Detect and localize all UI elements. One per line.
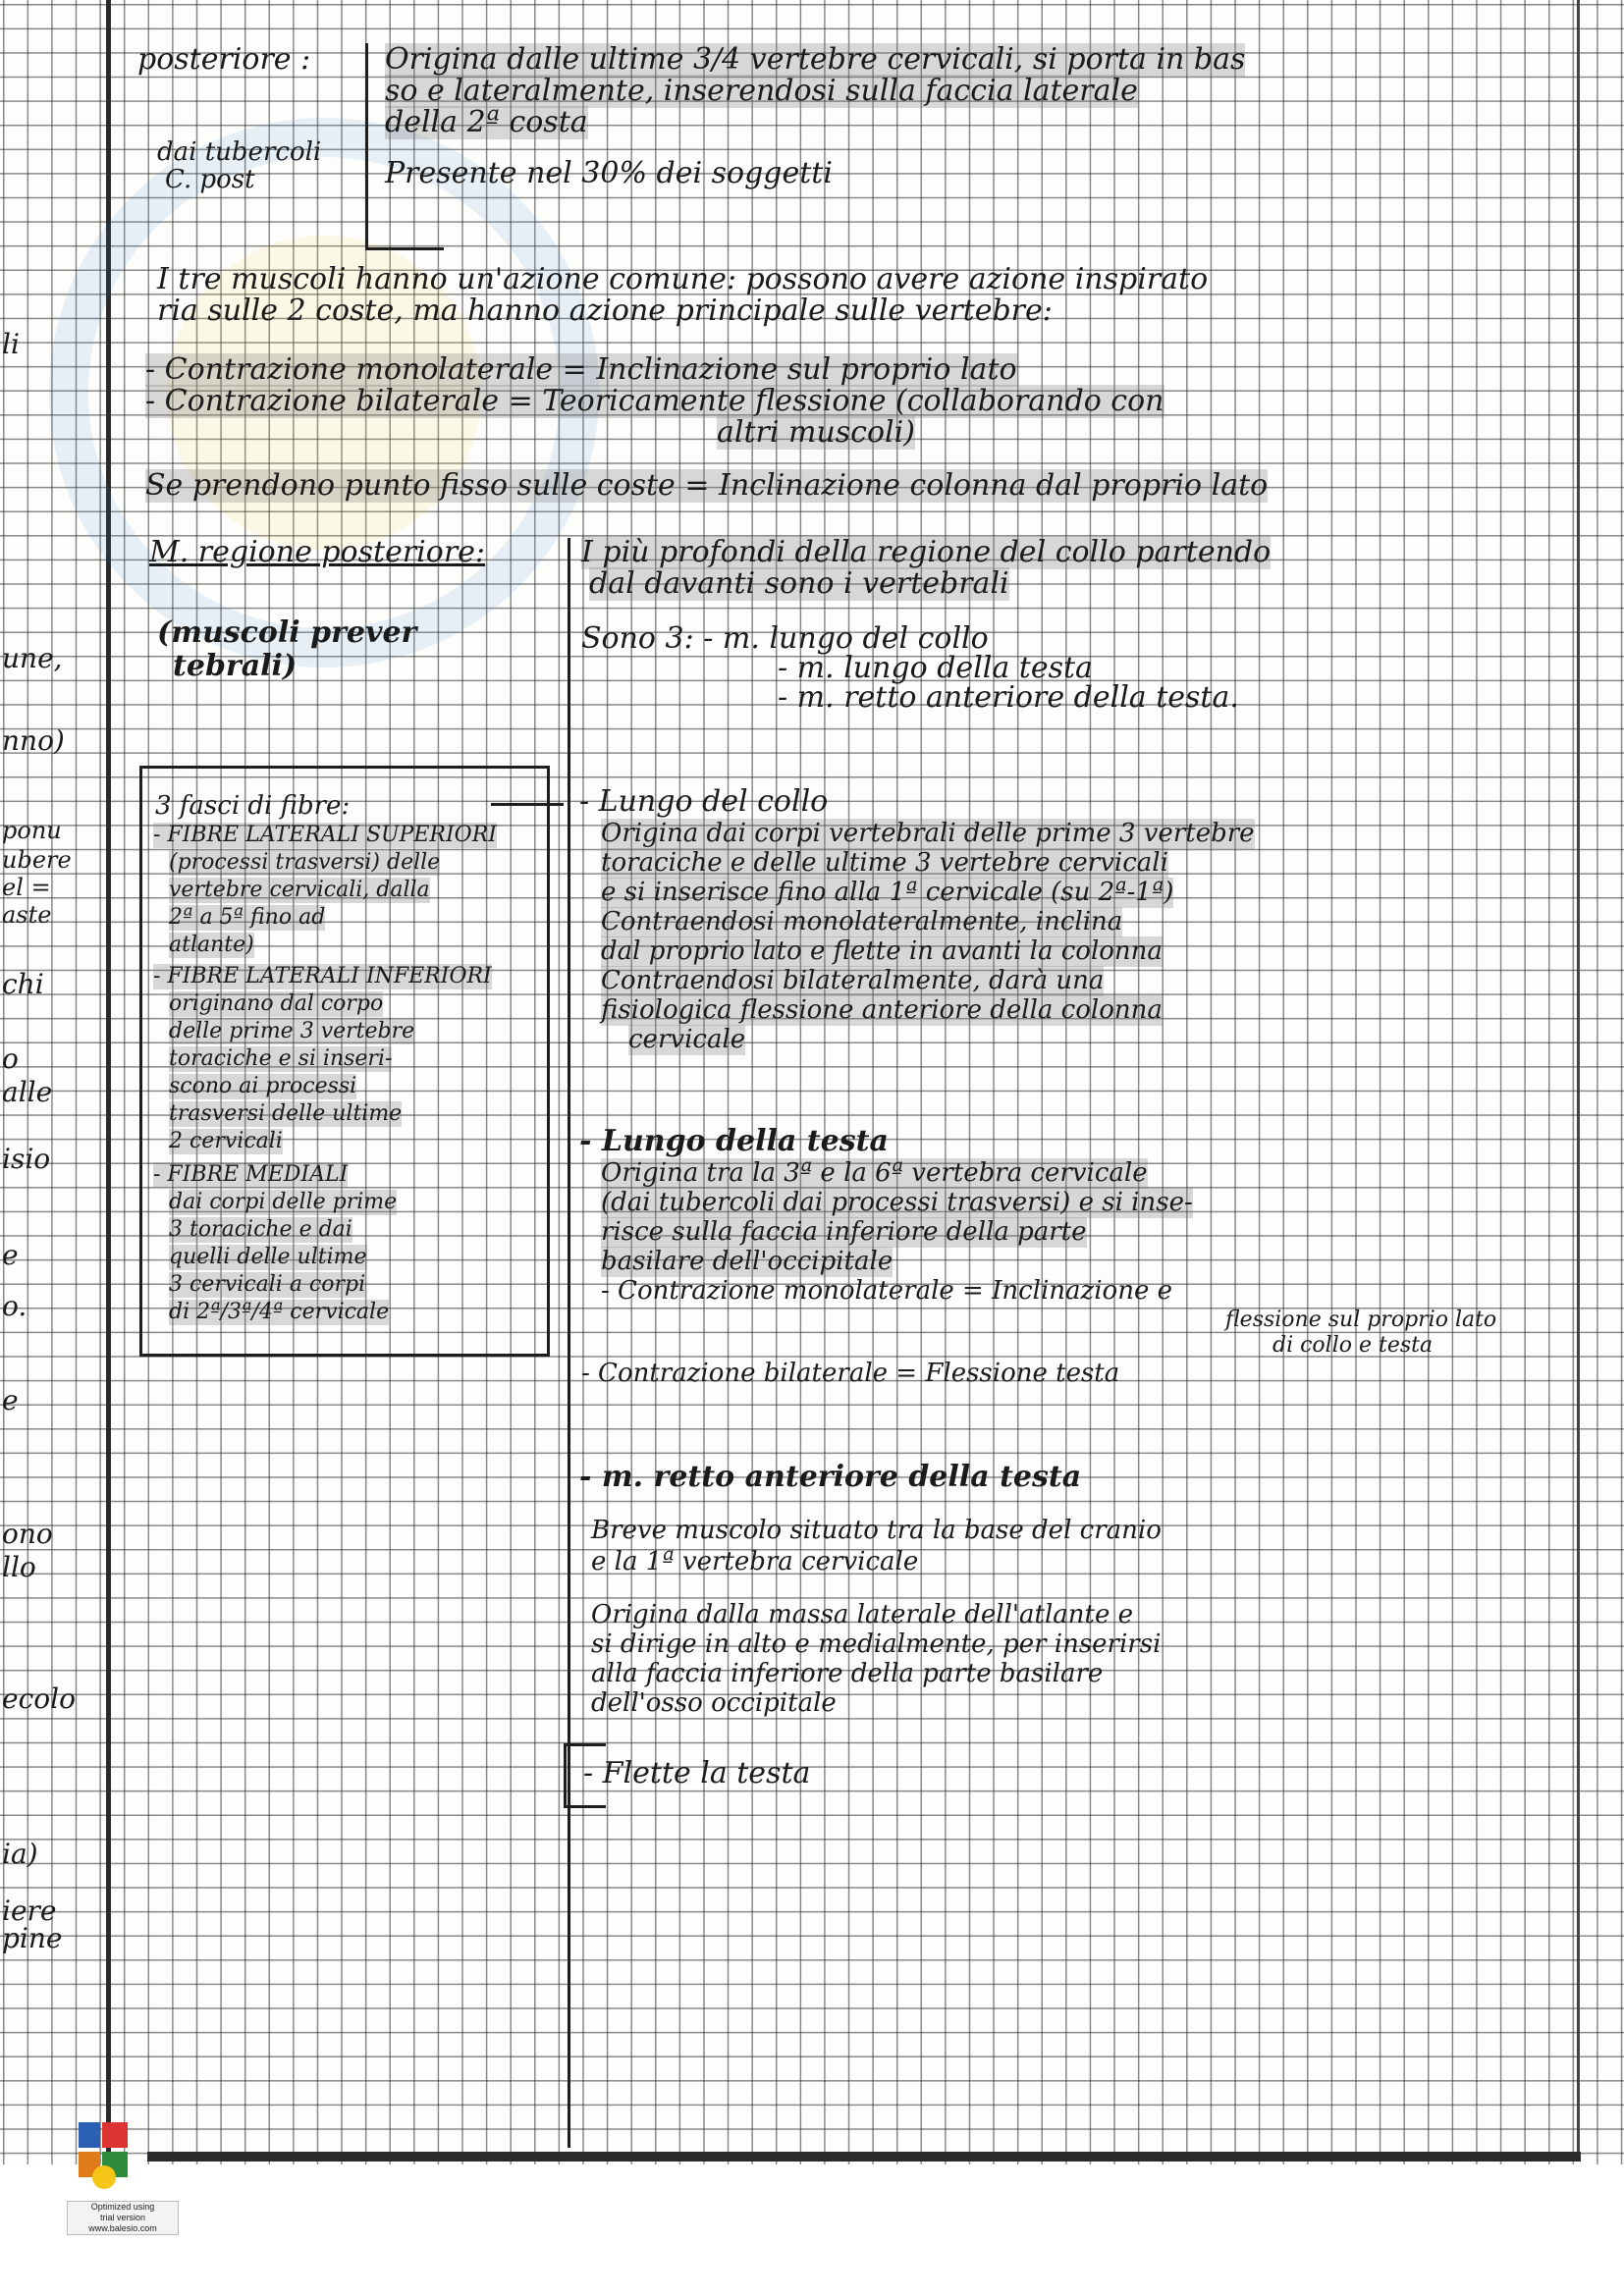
- fibers-l8: delle prime 3 vertebre: [169, 1019, 415, 1043]
- fibers-l11: trasversi delle ultime: [169, 1101, 403, 1126]
- common-bi-cont: altri muscoli): [717, 415, 915, 450]
- margin-frag: iere: [2, 1895, 57, 1927]
- rectus-capitis-t4: si dirige in alto e medialmente, per inserirsi: [591, 1629, 1162, 1659]
- rectus-capitis-t5: alla faccia inferiore della parte basilare: [591, 1659, 1104, 1688]
- page-bottom-edge: [147, 2152, 1581, 2162]
- longus-capitis-t6: flessione sul proprio lato: [1225, 1308, 1497, 1332]
- longus-colli-t3: e si inserisce fino alla 1ª cervicale (su 2ª-1ª): [601, 878, 1174, 907]
- margin-frag: pine: [2, 1922, 63, 1954]
- posterior-desc2: dal davanti sono i vertebrali: [589, 566, 1009, 601]
- margin-frag: e: [2, 1384, 19, 1416]
- longus-capitis-t7: di collo e testa: [1272, 1333, 1434, 1358]
- fibers-l12: 2 cervicali: [169, 1129, 283, 1153]
- fibers-l6: - FIBRE LATERALI INFERIORI: [153, 964, 492, 988]
- longus-colli-t7: fisiologica flessione anteriore della colonna: [601, 995, 1163, 1025]
- fibers-l4: 2ª a 5ª fino ad: [169, 905, 326, 930]
- margin-frag: ubere: [2, 846, 72, 874]
- fibers-l14: dai corpi delle prime: [169, 1190, 398, 1214]
- fibers-l13: - FIBRE MEDIALI: [153, 1162, 349, 1187]
- rectus-capitis-t1: Breve muscolo situato tra la base del cranio: [591, 1516, 1162, 1545]
- optimizer-badge: [65, 2118, 179, 2256]
- posterior-desc1: I più profondi della regione del collo partendo: [581, 535, 1272, 569]
- fibers-l15: 3 toraciche e dai: [169, 1217, 352, 1242]
- margin-frag: ono: [2, 1518, 53, 1550]
- rectus-capitis-t6: dell'osso occipitale: [591, 1688, 837, 1718]
- longus-capitis-t2: (dai tubercoli dai processi trasversi) e si inse-: [601, 1188, 1193, 1217]
- margin-frag: une,: [2, 642, 63, 674]
- posterior-region-label: M. regione posteriore:: [149, 535, 486, 569]
- fibers-l10: scono ai processi: [169, 1074, 357, 1098]
- common-fixed: Se prendono punto fisso sulle coste = Inclinazione colonna dal proprio lato: [145, 468, 1269, 503]
- longus-colli-heading: - Lungo del collo: [579, 784, 829, 819]
- longus-capitis-t4: basilare dell'occipitale: [601, 1247, 893, 1276]
- rectus-capitis-t3: Origina dalla massa laterale dell'atlante e: [591, 1600, 1134, 1629]
- main-divider: [568, 538, 570, 2148]
- badge-text: [67, 2201, 179, 2235]
- margin-frag: o.: [2, 1290, 27, 1322]
- longus-colli-t5: dal proprio lato e flette in avanti la colonna: [601, 936, 1163, 966]
- longus-colli-t4: Contraendosi monolateralmente, inclina: [601, 907, 1123, 936]
- fibers-l18: di 2ª/3ª/4ª cervicale: [169, 1300, 390, 1324]
- prevertebral-label2: tebrali): [173, 649, 298, 683]
- margin-frag: ia): [2, 1838, 38, 1870]
- margin-frag: e: [2, 1239, 19, 1271]
- margin-frag: aste: [2, 901, 52, 929]
- longus-capitis-t3: risce sulla faccia inferiore della parte: [601, 1217, 1087, 1247]
- fibers-l3: vertebre cervicali, dalla: [169, 878, 430, 902]
- margin-frag: nno): [2, 724, 65, 757]
- common-mono: - Contrazione monolaterale = Inclinazione sul proprio lato: [145, 352, 1017, 387]
- top-origin-line3: della 2ª costa: [385, 105, 588, 139]
- page-right-edge: [1577, 0, 1580, 2160]
- top-origin-line1: Origina dalle ultime 3/4 vertebre cervicali, si porta in bas: [385, 42, 1246, 77]
- fibers-l9: toraciche e si inseri-: [169, 1046, 393, 1071]
- muscle-count: Sono 3: - m. lungo del collo: [581, 621, 989, 656]
- longus-capitis-t1: Origina tra la 3ª e la 6ª vertebra cervicale: [601, 1158, 1148, 1188]
- prevertebral-label1: (muscoli prever: [157, 615, 417, 650]
- margin-frag: el =: [2, 874, 51, 901]
- margin-frag: o: [2, 1042, 19, 1075]
- tubercle-label1: dai tubercoli: [157, 137, 322, 167]
- margin-frag: ponu: [2, 817, 62, 844]
- fibers-l17: 3 cervicali a corpi: [169, 1272, 366, 1297]
- rectus-capitis-heading: - m. retto anteriore della testa: [579, 1460, 1082, 1494]
- fibers-title: 3 fasci di fibre:: [155, 791, 351, 821]
- badge-line1: Optimized using: [90, 2202, 155, 2212]
- margin-frag: isio: [2, 1143, 51, 1175]
- common-bi: - Contrazione bilaterale = Teoricamente flessione (collaborando con: [145, 384, 1164, 418]
- longus-colli-t1: Origina dai corpi vertebrali delle prime 3 vertebre: [601, 819, 1255, 848]
- fibers-l2: (processi trasversi) delle: [169, 850, 441, 875]
- margin-frag: ecolo: [2, 1682, 76, 1715]
- posterior-label: posteriore :: [137, 42, 311, 77]
- common-line1: I tre muscoli hanno un'azione comune: possono avere azione inspirato: [157, 262, 1209, 296]
- badge-line2: trial version: [99, 2213, 145, 2222]
- margin-frag: chi: [2, 968, 44, 1000]
- rectus-capitis-t2: e la 1ª vertebra cervicale: [591, 1547, 919, 1576]
- longus-colli-t2: toraciche e delle ultime 3 vertebre cervicali: [601, 848, 1168, 878]
- muscle-item2: - m. lungo della testa: [778, 651, 1093, 685]
- muscle-item3: - m. retto anteriore della testa.: [778, 680, 1239, 715]
- top-origin-line2: so e lateralmente, inserendosi sulla faccia laterale: [385, 74, 1138, 108]
- longus-colli-t8: cervicale: [628, 1025, 746, 1054]
- fibers-l5: atlante): [169, 933, 254, 957]
- badge-line3: www.balesio.com: [88, 2223, 157, 2233]
- longus-capitis-heading: - Lungo della testa: [579, 1124, 889, 1158]
- common-line2: ria sulle 2 coste, ma hanno azione principale sulle vertebre:: [157, 294, 1053, 328]
- fibers-l1: - FIBRE LATERALI SUPERIORI: [153, 823, 497, 847]
- bracket-line: [365, 43, 368, 249]
- rectus-capitis-action: - Flette la testa: [583, 1756, 811, 1790]
- scan-margin: [0, 2164, 1624, 2296]
- margin-frag: alle: [2, 1076, 53, 1108]
- longus-capitis-t5: - Contrazione monolaterale = Inclinazione e: [601, 1276, 1172, 1306]
- margin-frag: llo: [2, 1551, 36, 1583]
- longus-colli-t6: Contraendosi bilateralmente, darà una: [601, 966, 1105, 995]
- office-pdf-icon: [75, 2118, 134, 2197]
- presence-note: Presente nel 30% dei soggetti: [385, 156, 833, 190]
- fibers-l16: quelli delle ultime: [169, 1245, 367, 1269]
- bracket-foot: [365, 247, 444, 250]
- margin-frag: li: [2, 328, 20, 360]
- tubercle-label2: C. post: [165, 165, 255, 194]
- fibers-l7: originano dal corpo: [169, 991, 384, 1016]
- fibers-arrow: [491, 803, 564, 806]
- longus-capitis-t8: - Contrazione bilaterale = Flessione testa: [581, 1359, 1120, 1388]
